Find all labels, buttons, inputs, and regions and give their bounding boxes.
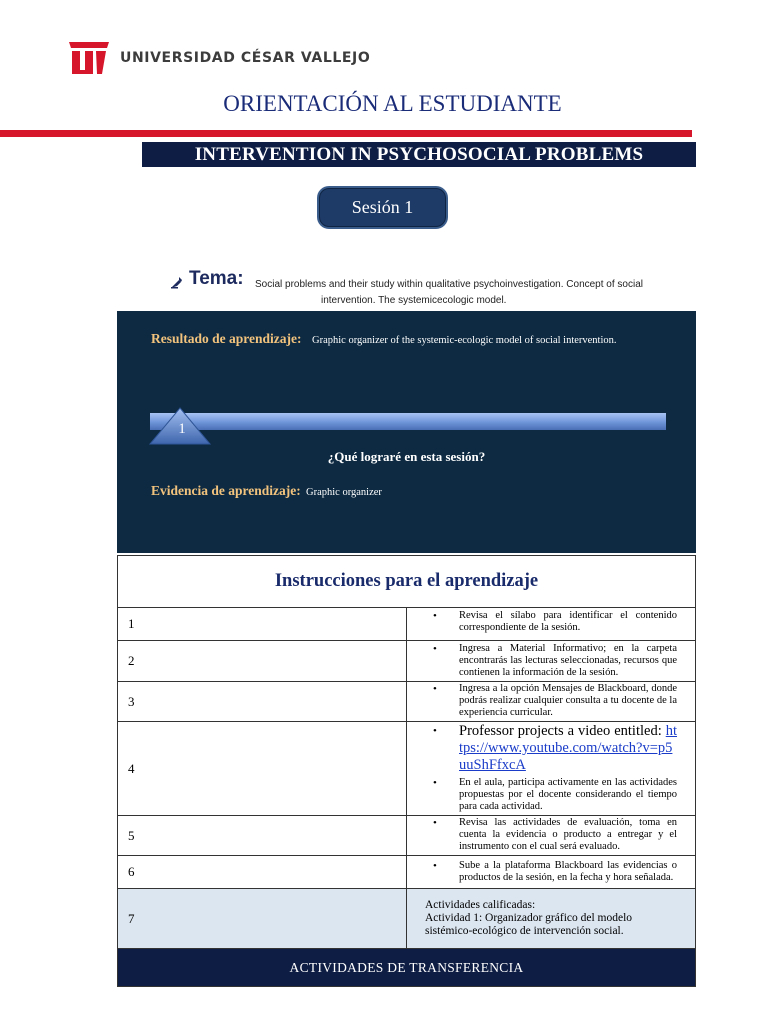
learning-result-text: Graphic organizer of the systemic-ecologic model of social intervention. [312,335,617,346]
table-row [118,641,696,682]
row-number: 3 [118,682,407,722]
instruction-text: • En el aula, participa activamente en las actividades propuestas por el docente considerando el tiempo para cada actividad. [433,777,677,813]
table-row [118,608,696,641]
row-number: 6 [118,856,407,889]
row-number: 1 [118,608,407,641]
instruction-text: • Ingresa a Material Informativo; en la carpeta encontrarás las lecturas seleccionadas, recursos que contienen la información de la sesión. [433,643,677,679]
topic-line-2: intervention. The systemicecologic model. [321,295,507,306]
table-row [118,722,696,816]
writing-hand-icon [170,275,184,289]
row-number: 5 [118,816,407,856]
row-number: 7 [118,889,407,949]
instructions-title: Instrucciones para el aprendizaje [118,556,696,608]
table-row [118,816,696,856]
learning-evidence-label: Evidencia de aprendizaje: [151,483,301,498]
learning-result-label: Resultado de aprendizaje [151,331,298,346]
session-question: ¿Qué lograré en esta sesión? [327,449,486,464]
course-title: INTERVENTION IN PSYCHOSOCIAL PROBLEMS [142,142,696,167]
instruction-text: • Revisa el sílabo para identificar el contenido correspondiente de la sesión. [433,610,677,634]
graded-activities: Actividades calificadas: Actividad 1: Organizador gráfico del modelo sistémico-ecológico de intervención social. [407,889,696,949]
transfer-activities-row [118,949,696,987]
topic-label: Tema: [189,268,244,289]
transfer-activities-title: ACTIVIDADES DE TRANSFERENCIA [118,949,696,987]
topic-line-1: Social problems and their study within qualitative psychoinvestigation. Concept of social [255,279,643,290]
table-row [118,856,696,889]
table-row [118,889,696,949]
row-number: 4 [118,722,407,816]
learning-result: Resultado de aprendizaje: Graphic organizer of the systemic-ecologic model of social intervention. [151,331,617,346]
progress-bar [150,413,666,430]
row-number: 2 [118,641,407,682]
university-logo-icon [68,40,110,76]
instruction-text: • Revisa las actividades de evaluación, toma en cuenta la evidencia o producto a entregar y el instrumento con el cual será evaluado. [433,817,677,853]
instructions-table [117,555,696,987]
learning-evidence [151,483,382,499]
youtube-video-link[interactable]: https://www.youtube.com/watch?v=p5uuShFfxcA [459,723,678,773]
instruction-text: • Ingresa a la opción Mensajes de Blackboard, donde podrás realizar cualquier consulta a tu docente de la experiencia curricular. [433,683,677,719]
topic-text [255,277,675,309]
session-summary-box [117,311,696,553]
table-row [118,682,696,722]
step-number: 1 [178,421,186,437]
instruction-text: • Sube a la plataforma Blackboard las evidencias o productos de la sesión, en la fecha y hora señalada. [433,860,677,884]
learning-evidence-text: Graphic organizer [306,487,382,498]
university-name: UNIVERSIDAD CÉSAR VALLEJO [120,50,371,66]
red-divider [0,130,692,137]
document-title: ORIENTACIÓN AL ESTUDIANTE [223,91,562,116]
instruction-video: • Professor projects a video entitled: https://www.youtube.com/watch?v=p5uuShFfxcA [433,723,677,774]
session-badge: Sesión 1 [317,186,448,229]
